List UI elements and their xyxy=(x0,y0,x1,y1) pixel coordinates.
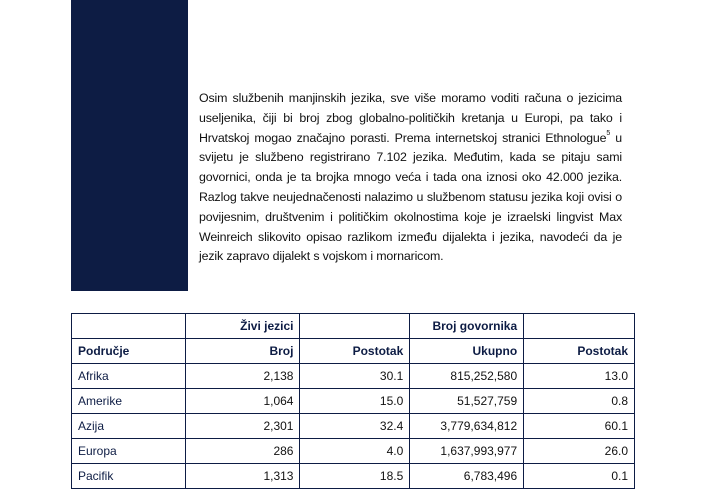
paragraph-text-2: u svijetu je službeno registrirano 7.102 jezika. Međutim, kada se pitaju sami govornici, onda je ta brojka mnogo veća i tada ona iznosi oko 42.000 jezika. Razlog takve neujednačenosti nalazimo u službenom statusu jezika koji ovisi o povijesnim, društvenim i političkim okolnostima koje je izraelski lingvist Max Weinreich slikovito opisao razlikom između dijalekta i jezika, navodeći da je jezik zapravo dijalekt s vojskom i mornaricom. xyxy=(199,130,622,264)
table-column-header-row xyxy=(72,339,635,364)
table-row xyxy=(72,439,635,464)
count-cell: 1,064 xyxy=(185,389,300,414)
column-header-total: Ukupno xyxy=(410,339,524,364)
total-cell: 6,783,496 xyxy=(410,464,524,489)
table-row xyxy=(72,364,635,389)
total-cell: 3,779,634,812 xyxy=(410,414,524,439)
percent-cell: 60.1 xyxy=(524,414,635,439)
table-row xyxy=(72,389,635,414)
percent-cell: 26.0 xyxy=(524,439,635,464)
footnote-marker: 5 xyxy=(606,129,611,137)
column-header-percent: Postotak xyxy=(300,339,410,364)
group-header-empty xyxy=(300,314,410,339)
group-header-empty xyxy=(524,314,635,339)
region-cell: Europa xyxy=(72,439,186,464)
group-header-speakers: Broj govornika xyxy=(410,314,524,339)
percent-cell: 4.0 xyxy=(300,439,410,464)
count-cell: 2,138 xyxy=(185,364,300,389)
percent-cell: 0.8 xyxy=(524,389,635,414)
percent-cell: 0.1 xyxy=(524,464,635,489)
region-cell: Azija xyxy=(72,414,186,439)
total-cell: 1,637,993,977 xyxy=(410,439,524,464)
group-header-empty xyxy=(72,314,186,339)
paragraph-text-1: Osim službenih manjinskih jezika, sve više moramo voditi računa o jezicima useljenika, čiji bi broj zbog globalno-političkih kretanja u Europi, pa tako i Hrvatskoj mogao značajno porasti. Prema internetskoj stranici Ethnologue xyxy=(199,91,622,145)
total-cell: 51,527,759 xyxy=(410,389,524,414)
count-cell: 1,313 xyxy=(185,464,300,489)
count-cell: 2,301 xyxy=(185,414,300,439)
percent-cell: 15.0 xyxy=(300,389,410,414)
count-cell: 286 xyxy=(185,439,300,464)
table-row xyxy=(72,414,635,439)
language-statistics-table xyxy=(71,313,635,489)
percent-cell: 13.0 xyxy=(524,364,635,389)
percent-cell: 32.4 xyxy=(300,414,410,439)
column-header-region: Područje xyxy=(72,339,186,364)
percent-cell: 30.1 xyxy=(300,364,410,389)
column-header-percent: Postotak xyxy=(524,339,635,364)
group-header-living-languages: Živi jezici xyxy=(185,314,300,339)
column-header-count: Broj xyxy=(185,339,300,364)
region-cell: Amerike xyxy=(72,389,186,414)
body-paragraph xyxy=(199,89,622,267)
percent-cell: 18.5 xyxy=(300,464,410,489)
region-cell: Afrika xyxy=(72,364,186,389)
region-cell: Pacifik xyxy=(72,464,186,489)
table-group-header-row xyxy=(72,314,635,339)
table-row xyxy=(72,464,635,489)
total-cell: 815,252,580 xyxy=(410,364,524,389)
decorative-side-bar xyxy=(71,0,188,291)
